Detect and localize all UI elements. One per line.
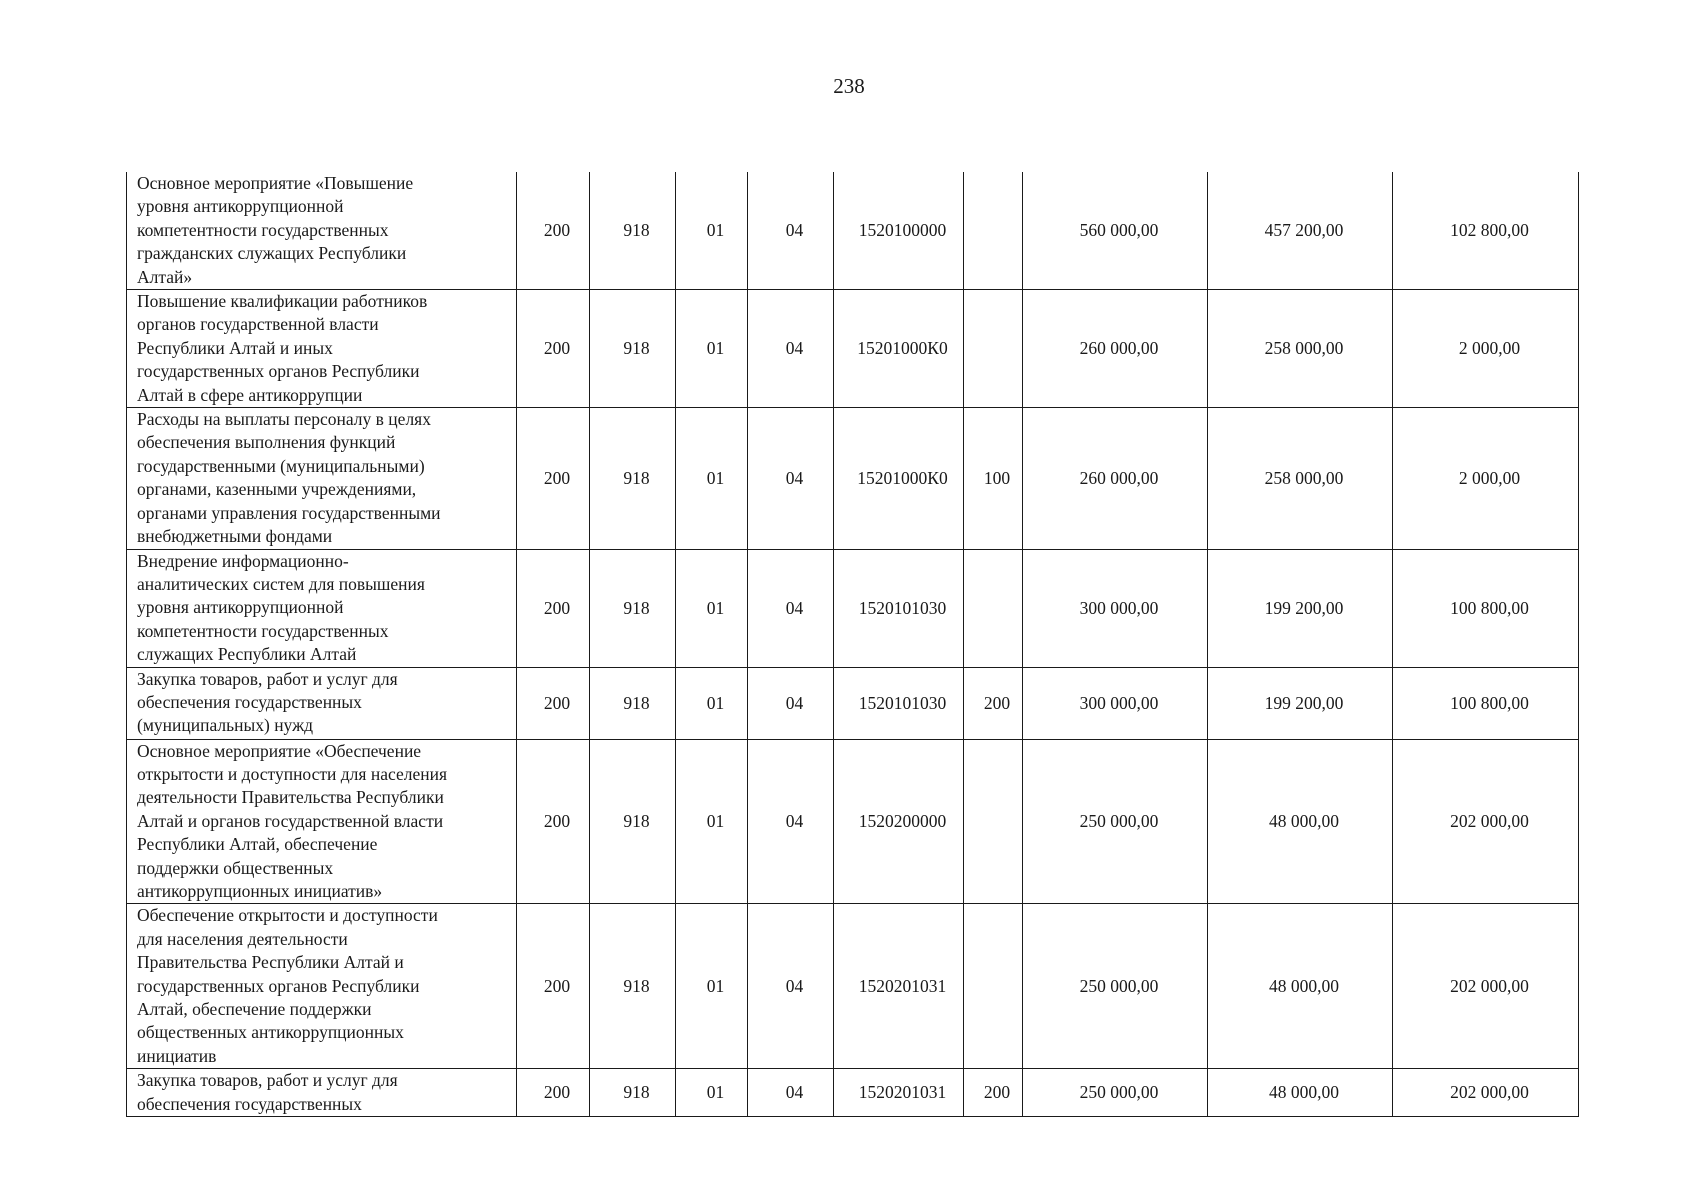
col-code-3: 01 <box>676 739 748 904</box>
col-code-5: 1520200000 <box>834 739 964 904</box>
row-description: Внедрение информационно- аналитических систем для повышения уровня антикоррупционной компетентности государственных служащих Республики Алтай <box>127 549 517 667</box>
page-number: 238 <box>833 74 865 98</box>
col-code-4: 04 <box>748 549 834 667</box>
table-row <box>127 904 1579 1069</box>
col-code-2: 918 <box>590 667 676 739</box>
col-amount-3: 2 000,00 <box>1393 408 1579 549</box>
col-code-4: 04 <box>748 667 834 739</box>
row-description: Закупка товаров, работ и услуг для обеспечения государственных (муниципальных) нужд <box>127 667 517 739</box>
col-code-6 <box>964 290 1023 408</box>
col-amount-2: 258 000,00 <box>1208 408 1393 549</box>
col-code-6: 200 <box>964 667 1023 739</box>
budget-table <box>126 172 1579 1117</box>
col-amount-1: 300 000,00 <box>1023 549 1208 667</box>
col-code-1: 200 <box>517 739 590 904</box>
table-row <box>127 549 1579 667</box>
table-row <box>127 290 1579 408</box>
col-amount-3: 100 800,00 <box>1393 549 1579 667</box>
table-row <box>127 667 1579 739</box>
col-code-5: 1520201031 <box>834 1069 964 1117</box>
col-amount-1: 250 000,00 <box>1023 1069 1208 1117</box>
col-code-3: 01 <box>676 904 748 1069</box>
col-code-1: 200 <box>517 408 590 549</box>
col-code-2: 918 <box>590 1069 676 1117</box>
col-amount-1: 560 000,00 <box>1023 172 1208 290</box>
col-code-6 <box>964 549 1023 667</box>
col-amount-2: 48 000,00 <box>1208 739 1393 904</box>
col-code-4: 04 <box>748 904 834 1069</box>
col-amount-1: 260 000,00 <box>1023 408 1208 549</box>
row-description: Основное мероприятие «Обеспечение открытости и доступности для населения деятельности Правительства Республики Алтай и органов государственной власти Республики Алтай, обеспечение поддержки общественных антикоррупционных инициатив» <box>127 739 517 904</box>
col-code-4: 04 <box>748 1069 834 1117</box>
col-code-5: 1520100000 <box>834 172 964 290</box>
col-amount-2: 457 200,00 <box>1208 172 1393 290</box>
col-amount-1: 300 000,00 <box>1023 667 1208 739</box>
col-amount-2: 199 200,00 <box>1208 667 1393 739</box>
col-code-2: 918 <box>590 549 676 667</box>
row-description: Расходы на выплаты персоналу в целях обеспечения выполнения функций государственными (муниципальными) органами, казенными учреждениями, органами управления государственными внебюджетными фондами <box>127 408 517 549</box>
col-code-3: 01 <box>676 408 748 549</box>
col-amount-1: 260 000,00 <box>1023 290 1208 408</box>
col-amount-2: 48 000,00 <box>1208 1069 1393 1117</box>
col-code-6 <box>964 904 1023 1069</box>
col-code-2: 918 <box>590 739 676 904</box>
col-amount-3: 102 800,00 <box>1393 172 1579 290</box>
col-amount-2: 258 000,00 <box>1208 290 1393 408</box>
table-row <box>127 1069 1579 1117</box>
col-code-6 <box>964 172 1023 290</box>
col-amount-3: 100 800,00 <box>1393 667 1579 739</box>
col-code-5: 1520201031 <box>834 904 964 1069</box>
col-code-3: 01 <box>676 1069 748 1117</box>
col-code-3: 01 <box>676 172 748 290</box>
table-row <box>127 739 1579 904</box>
col-amount-1: 250 000,00 <box>1023 904 1208 1069</box>
table-row <box>127 172 1579 290</box>
col-code-6: 200 <box>964 1069 1023 1117</box>
col-code-4: 04 <box>748 290 834 408</box>
col-amount-3: 202 000,00 <box>1393 1069 1579 1117</box>
col-amount-3: 202 000,00 <box>1393 739 1579 904</box>
col-amount-1: 250 000,00 <box>1023 739 1208 904</box>
col-code-2: 918 <box>590 172 676 290</box>
col-code-1: 200 <box>517 172 590 290</box>
col-amount-3: 2 000,00 <box>1393 290 1579 408</box>
col-code-3: 01 <box>676 549 748 667</box>
row-description: Основное мероприятие «Повышение уровня антикоррупционной компетентности государственных гражданских служащих Республики Алтай» <box>127 172 517 290</box>
col-code-2: 918 <box>590 290 676 408</box>
col-code-6 <box>964 739 1023 904</box>
col-amount-2: 48 000,00 <box>1208 904 1393 1069</box>
col-code-5: 15201000К0 <box>834 290 964 408</box>
col-code-3: 01 <box>676 290 748 408</box>
table-body <box>127 172 1579 1117</box>
col-code-3: 01 <box>676 667 748 739</box>
col-amount-3: 202 000,00 <box>1393 904 1579 1069</box>
col-code-2: 918 <box>590 904 676 1069</box>
col-code-1: 200 <box>517 549 590 667</box>
col-code-2: 918 <box>590 408 676 549</box>
col-code-5: 15201000К0 <box>834 408 964 549</box>
col-code-5: 1520101030 <box>834 667 964 739</box>
table-row <box>127 408 1579 549</box>
row-description: Обеспечение открытости и доступности для населения деятельности Правительства Республики Алтай и государственных органов Республики Алтай, обеспечение поддержки общественных антикоррупционных инициатив <box>127 904 517 1069</box>
row-description: Повышение квалификации работников органов государственной власти Республики Алтай и иных государственных органов Республики Алтай в сфере антикоррупции <box>127 290 517 408</box>
col-code-1: 200 <box>517 1069 590 1117</box>
col-code-4: 04 <box>748 408 834 549</box>
col-code-4: 04 <box>748 172 834 290</box>
col-code-5: 1520101030 <box>834 549 964 667</box>
col-code-1: 200 <box>517 290 590 408</box>
col-code-6: 100 <box>964 408 1023 549</box>
col-code-4: 04 <box>748 739 834 904</box>
row-description: Закупка товаров, работ и услуг для обеспечения государственных <box>127 1069 517 1117</box>
col-amount-2: 199 200,00 <box>1208 549 1393 667</box>
col-code-1: 200 <box>517 904 590 1069</box>
col-code-1: 200 <box>517 667 590 739</box>
